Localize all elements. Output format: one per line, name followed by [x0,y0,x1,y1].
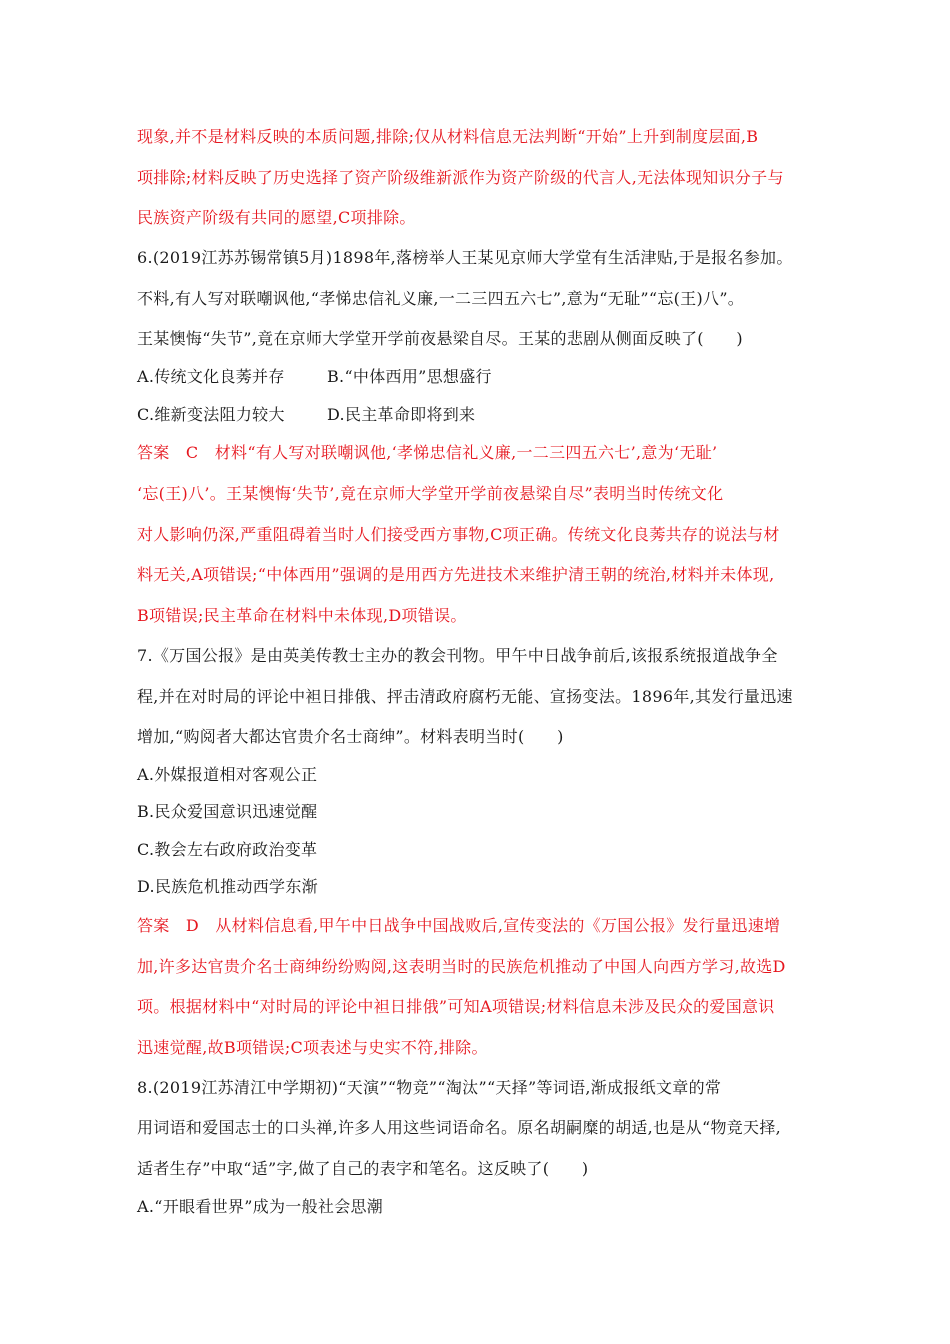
q6-options-row-1 [137,365,637,389]
q6-answer-line-1: 答案 C 材料“有人写对联嘲讽他,‘孝悌忠信礼义廉,一二三四五六七’,意为‘无耻’ [137,443,718,462]
q8-option-a: A.“开眼看世界”成为一般社会思潮 [137,1197,384,1216]
q6-answer-line-2: ‘忘(王)八’。王某懊悔‘失节’,竟在京师大学堂开学前夜悬梁自尽”表明当时传统文化 [137,484,724,503]
q7-stem-line-1: 7.《万国公报》是由英美传教士主办的教会刊物。甲午中日战争前后,该报系统报道战争全 [137,646,778,665]
q8-stem-line-2: 用词语和爱国志士的口头禅,许多人用这些词语命名。原名胡嗣糜的胡适,也是从“物竞天择, [137,1118,782,1137]
q6-stem-line-1: 6.(2019江苏苏锡常镇5月)1898年,落榜举人王某见京师大学堂有生活津贴,于是报名参加。 [137,248,793,267]
q7-stem-line-2: 程,并在对时局的评论中袒日排俄、抨击清政府腐朽无能、宣扬变法。1896年,其发行量迅速 [137,687,793,706]
q8-stem-line-1: 8.(2019江苏清江中学期初)“天演”“物竞”“淘汰”“天择”等词语,渐成报纸文章的常 [137,1078,722,1097]
q6-option-a: A.传统文化良莠并存 [137,367,285,386]
q6-answer-line-3: 对人影响仍深,严重阻碍着当时人们接受西方事物,C项正确。传统文化良莠共存的说法与材 [137,525,780,544]
q7-option-d: D.民族危机推动西学东渐 [137,877,318,896]
q7-option-a: A.外媒报道相对客观公正 [137,765,318,784]
q7-stem-line-3: 增加,“购阅者大都达官贵介名士商绅”。材料表明当时( ) [137,727,564,746]
carry-over-line-1: 现象,并不是材料反映的本质问题,排除;仅从材料信息无法判断“开始”上升到制度层面,B [137,127,759,146]
q6-answer-line-5: B项错误;民主革命在材料中未体现,D项错误。 [137,606,467,625]
q7-answer-line-2: 加,许多达官贵介名士商绅纷纷购阅,这表明当时的民族危机推动了中国人向西方学习,故选D [137,957,786,976]
q6-option-d: D.民主革命即将到来 [327,405,476,424]
q7-answer-line-1: 答案 D 从材料信息看,甲午中日战争中国战败后,宣传变法的《万国公报》发行量迅速增 [137,916,781,935]
q7-option-b: B.民众爱国意识迅速觉醒 [137,802,318,821]
q6-answer-line-4: 料无关,A项错误;“中体西用”强调的是用西方先进技术来维护清王朝的统治,材料并未体现, [137,565,775,584]
q6-options-row-2 [137,403,637,427]
q6-stem-line-3: 王某懊悔“失节”,竟在京师大学堂开学前夜悬梁自尽。王某的悲剧从侧面反映了( ) [137,329,743,348]
q7-answer-line-4: 迅速觉醒,故B项错误;C项表述与史实不符,排除。 [137,1038,488,1057]
q7-option-c: C.教会左右政府政治变革 [137,840,318,859]
q7-answer-line-3: 项。根据材料中“对时局的评论中袒日排俄”可知A项错误;材料信息未涉及民众的爱国意识 [137,997,775,1016]
carry-over-line-3: 民族资产阶级有共同的愿望,C项排除。 [137,208,416,227]
q8-stem-line-3: 适者生存”中取“适”字,做了自己的表字和笔名。这反映了( ) [137,1159,589,1178]
q6-option-c: C.维新变法阻力较大 [137,405,285,424]
q6-stem-line-2: 不料,有人写对联嘲讽他,“孝悌忠信礼义廉,一二三四五六七”,意为“无耻”“忘(王)八”。 [137,289,745,308]
q6-option-b: B.“中体西用”思想盛行 [327,367,492,386]
carry-over-line-2: 项排除;材料反映了历史选择了资产阶级维新派作为资产阶级的代言人,无法体现知识分子与 [137,168,784,187]
